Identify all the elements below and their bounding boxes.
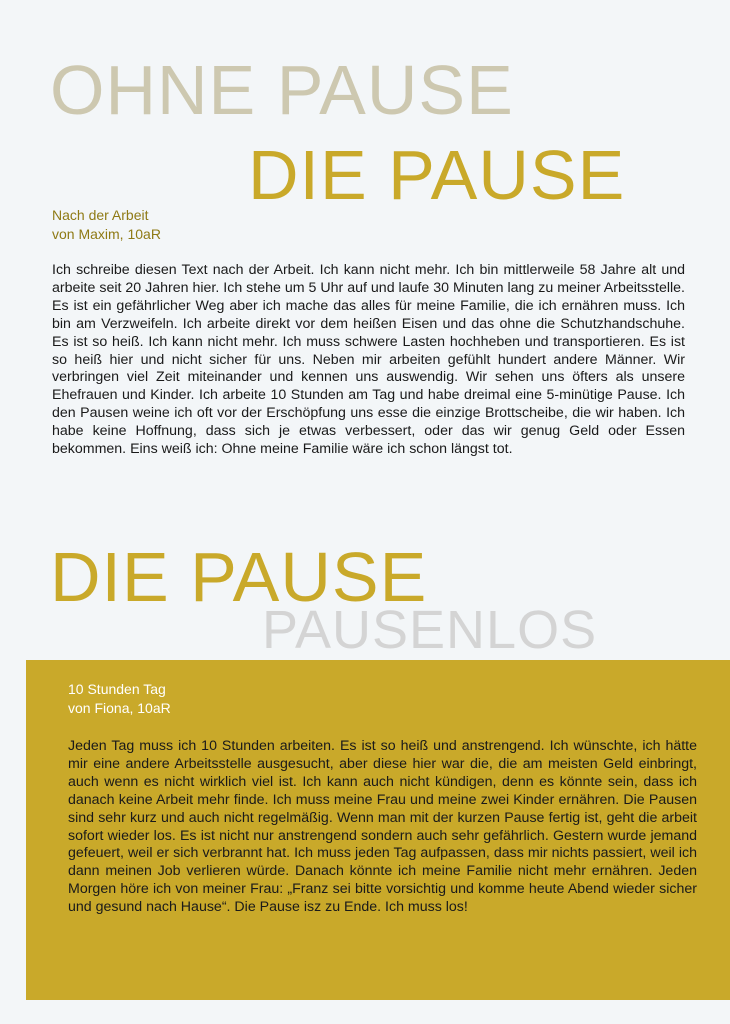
article-body-fiona: Jeden Tag muss ich 10 Stunden arbeiten. Es ist so heiß und anstrengend. Ich wünschte, ich hätte mir eine andere Arbeitsstelle ausgesucht, aber diese hier war die, die am meisten Geld einbringt, auch wenn es nicht wirklich viel ist. Ich kann auch nicht kündigen, denn es könnte sein, dass ich danach keine Arbeit mehr finde. Ich muss meine Frau und meine zwei Kinder ernähren. Die Pausen sind sehr kurz und auch nicht regelmäßig. Wenn man mit der kurzen Pause fertig ist, geht die arbeit sofort wieder los. Es ist nicht nur anstrengend sondern auch sehr gefährlich. Gestern wurde jemand gefeuert, weil er sich verbrannt hat. Ich muss jeden Tag aufpassen, dass mir nichts passiert, weil ich dann meinen Job verlieren würde. Danach könnte ich meine Familie nicht mehr ernähren. Jeden Morgen höre ich von meiner Frau: „Franz sei bitte vorsichtig und komme heute Abend wieder sicher und gesund nach Hause“. Die Pause isz zu Ende. Ich muss los! [68,738,697,916]
article-author: von Fiona, 10aR [68,700,171,716]
heading-die-pause-bottom: DIE PAUSE [50,538,428,616]
article-title: Nach der Arbeit [52,207,149,223]
article-title: 10 Stunden Tag [68,681,166,697]
article-body-maxim: Ich schreibe diesen Text nach der Arbeit. Ich kann nicht mehr. Ich bin mittlerweile 58 Jahre alt und arbeite seit 20 Jahren hier. Ich stehe um 5 Uhr auf und laufe 30 Minuten lang zu meiner Arbeitsstelle. Es ist ein gefährlicher Weg aber ich mache das alles für meine Familie, die ich ernähren muss. Ich bin am Verzweifeln. Ich arbeite direkt vor dem heißen Eisen und das ohne die Schutzhandschuhe. Es ist so heiß. Ich kann nicht mehr. Ich muss schwere Lasten hochheben und transportieren. Es ist so heiß hier und nicht sicher für uns. Neben mir arbeiten gefühlt hundert andere Männer. Wir verbringen viel Zeit miteinander und kennen uns auswendig. Wir sehen uns öfters als unsere Ehefrauen und Kinder. Ich arbeite 10 Stunden am Tag und habe dreimal eine 5-minütige Pause. Ich den Pausen weine ich oft vor der Erschöpfung uns esse die einzige Brottscheibe, die wir haben. Ich habe keine Hoffnung, dass sich je etwas verbessert, oder das wir genug Geld oder Essen bekommen. Eins weiß ich: Ohne meine Familie wäre ich schon längst tot. [52,262,685,458]
article-author: von Maxim, 10aR [52,226,161,242]
article-byline-maxim [52,206,161,244]
heading-pausenlos: PAUSENLOS [262,600,598,660]
heading-die-pause-top: DIE PAUSE [248,136,626,214]
heading-ohne-pause: OHNE PAUSE [50,51,514,129]
article-byline-fiona [68,680,171,718]
